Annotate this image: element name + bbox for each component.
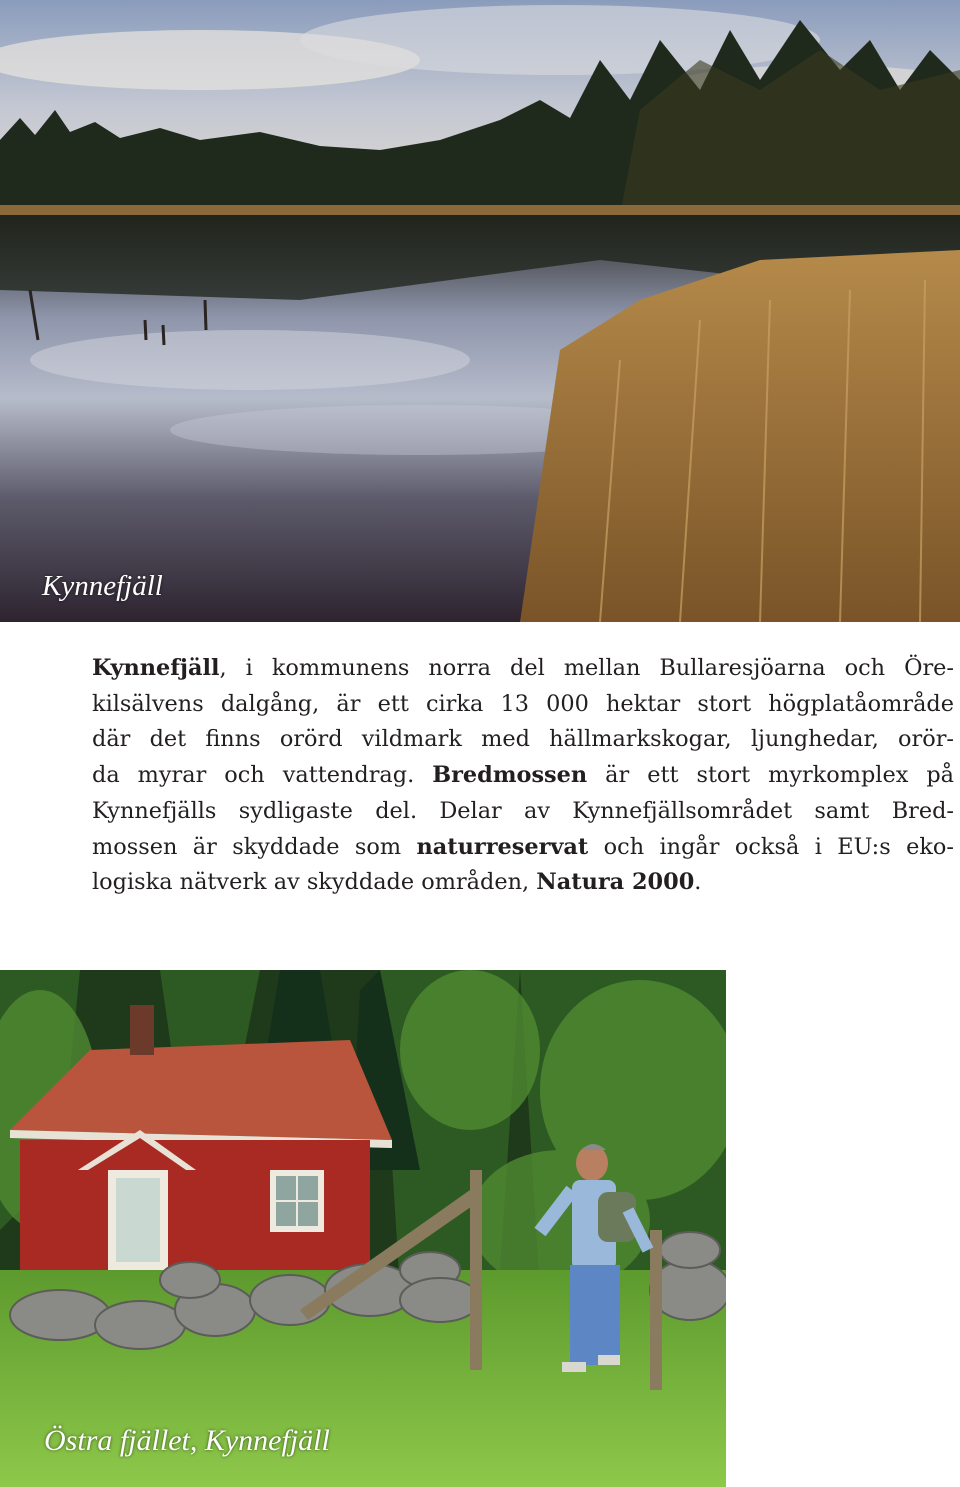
text-line: kilsälvens dalgång, är ett cirka 13 000 hektar stort högplatåområde	[92, 690, 954, 717]
caption-bottom: Östra fjället, Kynnefjäll	[44, 1424, 330, 1457]
lake-photo	[0, 0, 960, 622]
text-line: logiska nätverk av skyddade områden, Natura 2000.	[92, 869, 702, 896]
text-line: Kynnefjälls sydligaste del. Delar av Kynnefjällsområdet samt Bred-	[92, 797, 954, 824]
text-line: där det finns orörd vildmark med hällmarkskogar, ljunghedar, orör-	[92, 726, 954, 753]
caption-top: Kynnefjäll	[42, 570, 163, 602]
body-paragraph	[92, 651, 954, 901]
text-line: mossen är skyddade som naturreservat och ingår också i EU:s eko-	[92, 833, 954, 860]
text-line: Kynnefjäll, i kommunens norra del mellan Bullaresjöarna och Öre-	[92, 655, 954, 681]
cottage-photo	[0, 970, 726, 1487]
text-line: da myrar och vattendrag. Bredmossen är ett stort myrkomplex på	[92, 762, 955, 789]
